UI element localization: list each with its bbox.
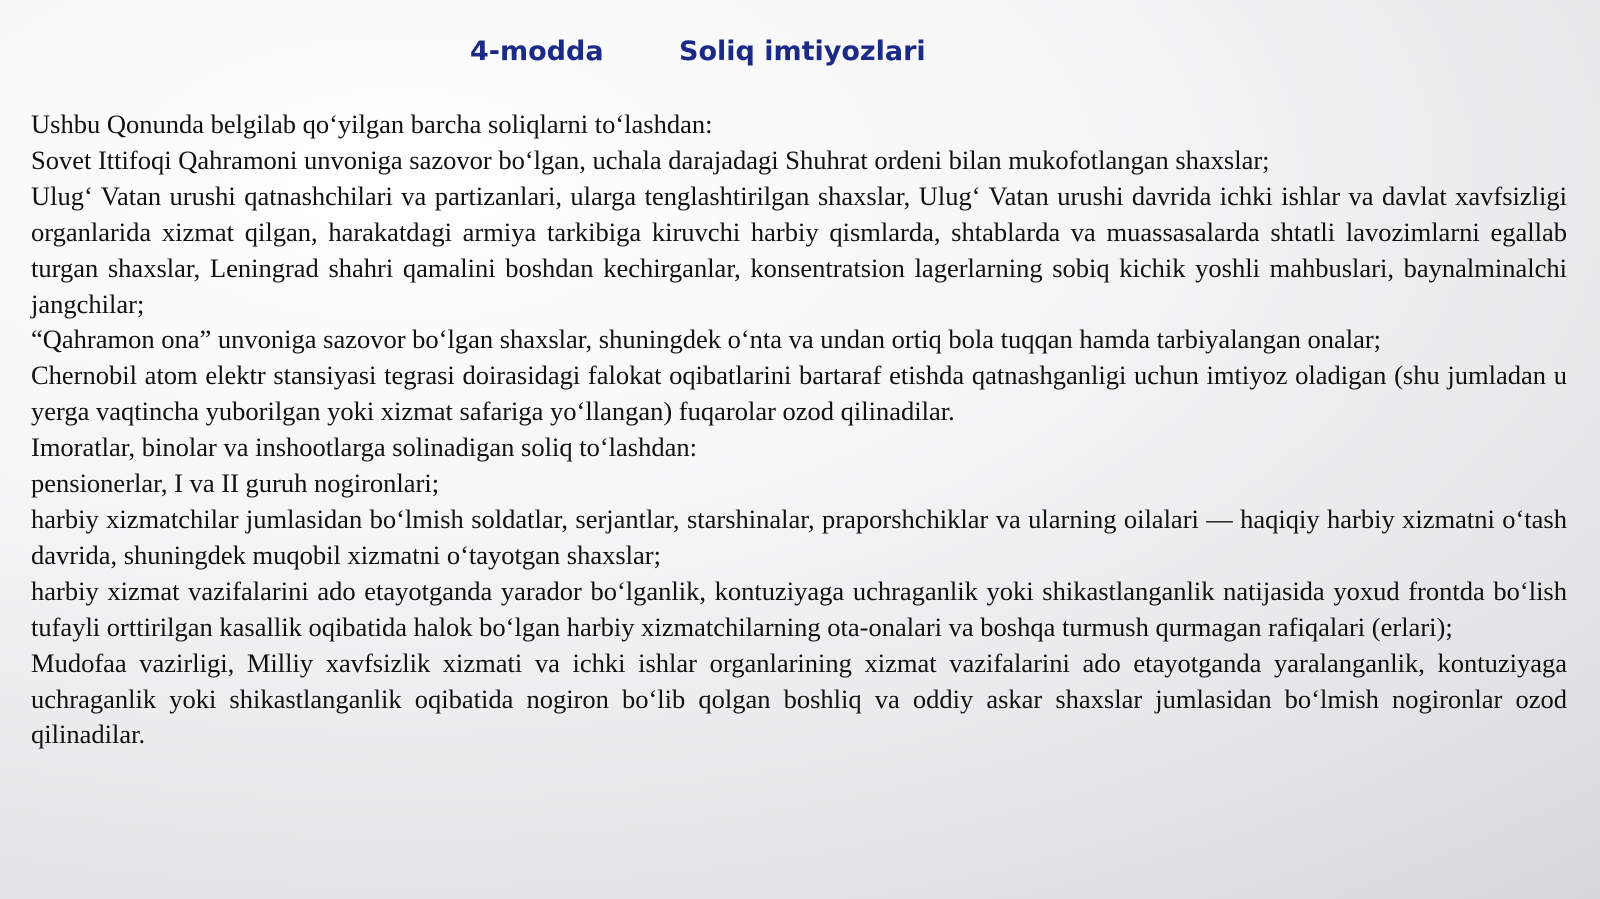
paragraph-fallen-servicemen-families: harbiy xizmat vazifalarini ado etayotganda yarador bo‘lganlik, kontuziyaga uchraganlik yoki shikastlanganlik natijasida yoxud frontda bo‘lish tufayli orttirilgan kasallik oqibatida halok bo‘lgan harbiy xizmatchilarning ota-onalari va boshqa turmush qurmagan rafiqalari (erlari); bbox=[31, 575, 1567, 642]
paragraph-disabled-officers: Mudofaa vazirligi, Milliy xavfsizlik xizmati va ichki ishlar organlarining xizmat vazifalarini ado etayotganda yaralanganlik, kontuziyaga uchraganlik yoki shikastlanganlik oqibatida nogiron bo‘lib qolgan boshliq va oddiy askar shaxslar jumlasidan bo‘lmish nogironlar ozod qilinadilar. bbox=[31, 647, 1567, 750]
paragraph-heroes: Sovet Ittifoqi Qahramoni unvoniga sazovor bo‘lgan, uchala darajadagi Shuhrat ordeni bilan mukofotlangan shaxslar; bbox=[31, 144, 1270, 175]
paragraph-hero-mothers: “Qahramon ona” unvoniga sazovor bo‘lgan shaxslar, shuningdek o‘nta va undan ortiq bola tuqqan hamda tarbiyalangan onalar; bbox=[31, 324, 1382, 355]
paragraph-pensioners: pensionerlar, I va II guruh nogironlari; bbox=[31, 468, 440, 499]
paragraph-war-veterans: Ulug‘ Vatan urushi qatnashchilari va partizanlari, ularga tenglashtirilgan shaxslar, Ulug‘ Vatan urushi davrida ichki ishlar va davlat xavfsizligi organlarida xizmat qilgan, harakatdagi armiya tarkibiga kiruvchi harbiy qismlarda, shtablarda va muassasalarda shtatli lavozimlarni egallab turgan shaxslar, Leningrad shahri qamalini boshdan kechirganlar, konsentratsion lagerlarning sobiq kichik yoshli mahbuslari, baynalminalchi jangchilar; bbox=[31, 180, 1567, 319]
article-title: Soliq imtiyozlari bbox=[679, 36, 926, 67]
paragraph-all-taxes-intro: Ushbu Qonunda belgilab qo‘yilgan barcha soliqlarni to‘lashdan: bbox=[31, 109, 713, 139]
slide-header bbox=[0, 36, 1600, 76]
article-number: 4-modda bbox=[470, 36, 604, 67]
paragraph-property-tax-intro: Imoratlar, binolar va inshootlarga solinadigan soliq to‘lashdan: bbox=[31, 432, 697, 463]
article-body bbox=[31, 107, 1567, 753]
paragraph-chernobyl: Chernobil atom elektr stansiyasi tegrasi doirasidagi falokat oqibatlarini bartaraf etishda qatnashganligi uchun imtiyoz oladigan (shu jumladan u yerga vaqtincha yuborilgan yoki xizmat safariga yo‘llangan) fuqarolar ozod qilinadilar. bbox=[31, 360, 1567, 427]
paragraph-military-servicemen: harbiy xizmatchilar jumlasidan bo‘lmish soldatlar, serjantlar, starshinalar, praporshchiklar va ularning oilalari — haqiqiy harbiy xizmatni o‘tash davrida, shuningdek muqobil xizmatni o‘tayotgan shaxslar; bbox=[31, 503, 1567, 570]
